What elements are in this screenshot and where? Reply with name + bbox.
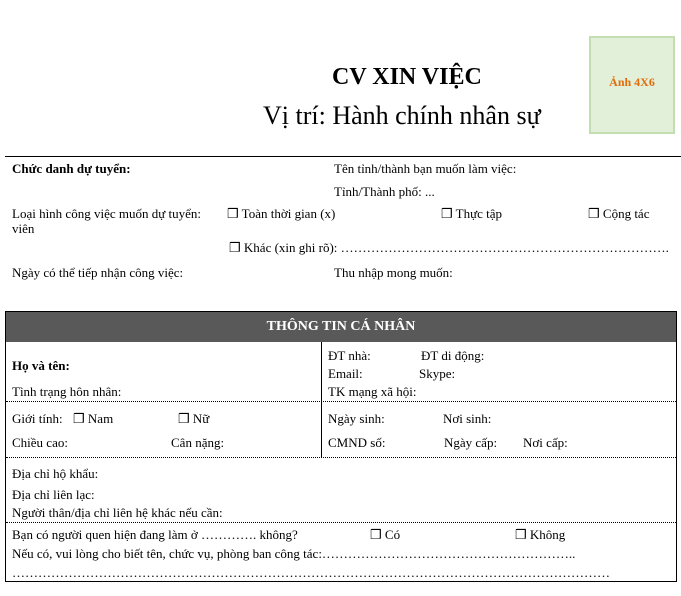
job-type-cont: viên [12, 221, 35, 236]
row-divider-1 [6, 401, 676, 402]
social-label: TK mạng xã hội: [328, 384, 417, 399]
section-header-personal: THÔNG TIN CÁ NHÂN [6, 312, 676, 342]
birthplace-label: Nơi sinh: [443, 411, 492, 426]
option-fulltime[interactable]: ❒ Toàn thời gian (x) [227, 206, 336, 221]
cv-title: CV XIN VIỆC [332, 64, 482, 90]
skype-label: Skype: [419, 366, 456, 381]
photo-placeholder[interactable] [589, 36, 675, 134]
acquaintance-details[interactable]: Nếu có, vui lòng cho biết tên, chức vụ, phòng ban công tác:………………………………………………….. [12, 546, 576, 561]
acquaintance-no-option[interactable]: ❒ Không [515, 527, 566, 542]
full-name-label: Họ và tên: [12, 358, 70, 373]
id-number-label: CMND số: [328, 435, 386, 450]
row-divider-2 [6, 457, 676, 458]
home-phone-label: ĐT nhà: [328, 348, 371, 363]
permanent-address-label: Địa chỉ hộ khẩu: [12, 466, 99, 481]
issue-place-label: Nơi cấp: [523, 435, 568, 450]
position-label: Chức danh dự tuyển: [12, 161, 131, 176]
issue-date-label: Ngày cấp: [444, 435, 498, 450]
start-date-label: Ngày có thể tiếp nhận công việc: [12, 265, 184, 280]
weight-label: Cân nặng: [171, 435, 225, 450]
gender-male-option[interactable]: ❒ Nam [73, 411, 114, 426]
gender-female-option[interactable]: ❒ Nữ [178, 411, 210, 426]
cv-subtitle: Vị trí: Hành chính nhân sự [263, 101, 541, 130]
acquaintance-yes-option[interactable]: ❒ Có [370, 527, 401, 542]
contact-address-label: Địa chỉ liên lạc: [12, 487, 95, 502]
province-field[interactable]: Tỉnh/Thành phố: ... [334, 184, 435, 199]
acquaintance-dots-line[interactable]: ………………………………………………………………………………………………………………………… [12, 565, 610, 580]
province-question: Tên tỉnh/thành bạn muốn làm việc: [334, 161, 517, 176]
job-type-label: Loại hình công việc muốn dự tuyển: [12, 206, 202, 221]
option-intern[interactable]: ❒ Thực tập [441, 206, 503, 221]
salary-label: Thu nhập mong muốn: [334, 265, 453, 280]
photo-label: Ảnh 4X6 [609, 75, 655, 89]
gender-label: Giới tính: [12, 411, 63, 426]
relative-contact-label: Người thân/địa chỉ liên hệ khác nếu cần: [12, 505, 223, 520]
column-divider [321, 342, 322, 457]
header-divider [5, 156, 681, 157]
marital-label: Tình trạng hôn nhân: [12, 384, 122, 399]
height-label: Chiều cao: [12, 435, 68, 450]
mobile-label: ĐT di động: [421, 348, 485, 363]
option-other[interactable]: ❒ Khác (xin ghi rõ): …………………………………………………………………. [229, 240, 669, 255]
email-label: Email: [328, 366, 363, 381]
acquaintance-question: Bạn có người quen hiện đang làm ở …………. không? [12, 527, 298, 542]
row-divider-3 [6, 522, 676, 523]
dob-label: Ngày sinh: [328, 411, 385, 426]
option-partner[interactable]: ❒ Cộng tác [588, 206, 650, 221]
